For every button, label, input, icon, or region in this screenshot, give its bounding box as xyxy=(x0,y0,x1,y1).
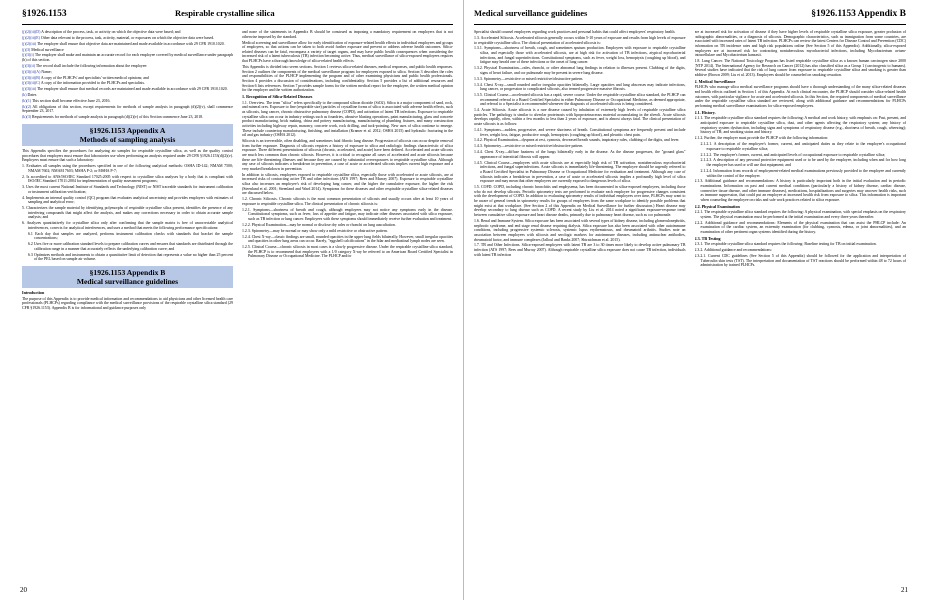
numbered-item: 1.2.2. Physical Examination—may be normal or disclose dry rales or rhonchi on lung auscultation. xyxy=(242,222,396,227)
body-paragraph: 1.8. Lung Cancer. The National Toxicology Program has listed respirable crystalline silica as a known human carcinogen since 2000 (NTP 2014). The International Agency for Research on Cancer (2012) has also classified silica as a Group 1 (carcinogenic to humans). Several studies have indicated that the risk of lung cancer from exposure to respirable crystalline silica and smoking is greater than additive (Brown 2009; Liu et al. 2013). Employees should be counseled on smoking cessation. xyxy=(694,59,906,78)
paragraph-reference: (k) xyxy=(22,93,27,98)
running-header xyxy=(474,8,906,25)
numbered-item: 2.2.2. Additional guidance and recommendations: Elements of the physical examination that can assist the PHLCP include: An examination of the cardiac system, an extremity examination (for clubbing, cyanosis, edema, or joint abnormalities), and an examination of other pertinent organ systems identified during the history. xyxy=(694,220,906,235)
appendix-a-title: §1926.1153 Appendix A xyxy=(89,125,166,135)
column-3 xyxy=(474,30,686,590)
paragraph-reference: (k)(1) xyxy=(22,98,32,103)
numbered-subitem: 2.1.2.2. The employee's former, current, and anticipated levels of occupational exposure to respirable crystalline silica; xyxy=(700,152,886,157)
paragraph-reference: (j)(3)(ii)(A) xyxy=(22,69,41,74)
body-paragraph: In addition to silicosis, employees exposed to respirable crystalline silica, especially those with accelerated or acute silicosis, are at increased risks of contracting active TB and other infections (ATS 1997; Rees and Murray 2007). Exposure to respirable crystalline silica also increases an employee's risk of developing lung cancer, and the higher the cumulative exposure, the higher the risk (Steenland et al. 2001; Steenland and Ward 2014). Symptoms for these diseases and other respirable crystalline silica-related diseases are discussed below. xyxy=(242,172,453,196)
numbered-item: 4. Implements an internal quality control (QC) program that evaluates analytical uncertainty and provides employers with estimates of sampling and analytical error; xyxy=(22,195,233,205)
guidelines-title-header: Medical surveillance guidelines xyxy=(474,8,588,18)
regulation-paragraph: (j)(2)(ii)(E) Other data relevant to the process, task, activity, material, or exposures on which the objective data were based. xyxy=(22,35,215,40)
paragraph-reference: (j)(3)(ii)(B) xyxy=(22,75,41,80)
introduction-text: The purpose of this Appendix is to provide medical information and recommendations to aid physicians and other licensed health care professionals (PLHCPs) regarding compliance with the medical surveillance provisions of the respirable crystalline silica standard (29 CFR §1926.1153). Appendix B is for informational and guidance purposes only xyxy=(22,296,233,311)
numbered-item: 2.1.3. Additional guidance and recommendations: A history is particularly important both in the initial evaluation and in periodic examinations. Information on past and current medical conditions (particularly a history of kidney disease, cardiac disease, connective tissue disease, and other immune diseases), medications, hospitalizations and surgeries may uncover health risks, such as immune suppression, that could put an employee at increased health risk from exposure to silica. This information is important when counseling the employee on risks and safe work practices related to silica exposure. xyxy=(694,179,906,202)
paragraph-reference: (j)(3)(ii) xyxy=(22,63,35,68)
paragraph-reference: (j)(3)(iii) xyxy=(22,87,37,92)
paragraph-reference: (j)(2)(iii) xyxy=(22,41,37,46)
body-paragraph: are at increased risk for activation of disease if they have higher levels of respirable crystalline silica exposure, greater profusion of radiographic abnormalities, or a diagnosis of silicosis. Demographic characteristics, such as immigration from some countries, are associated with increased rates of latent TB infection. PLHCPs can review the latest Centers for Disease Control and Prevention (CDC) information on TB incidence rates and high risk populations online (See Section 5 of this Appendix). Additionally, silica-exposed employees are at increased risk for contracting nontuberculous mycobacterial infections, including Mycobacterium avium-intracellulare and Mycobacterium kansasii. xyxy=(694,30,906,58)
numbered-item: 1.3.3. Spirometry—restrictive or mixed restrictive/obstructive pattern. xyxy=(474,76,584,81)
body-paragraph: This Appendix is divided into seven sections. Section 1 reviews silica-related diseases, medical responses, and public health responses. Section 2 outlines the components of the medical surveillance program for employees exposed to silica. Section 3 describes the roles and responsibilities of the PLHCP implementing the program and of other examining physicians and public health professionals. Section 4 provides a discussion of considerations, including confidentiality. Section 5 provides a list of additional resources and Section 6 lists references. Section 7 provides sample forms for the written medical report for the employee, the written medical opinion for the employer and the written authorization. xyxy=(242,64,453,93)
numbered-item: 1.3.4. Chest X-ray—small rounded and/or irregular opacities bilaterally. Large opacities and lung abscesses may indicate infections, lung cancer, or progression to complicated silicosis, also termed progressive massive fibrosis. xyxy=(474,82,686,92)
section-2-1-heading: 2.1. History. xyxy=(694,109,716,115)
numbered-item: 1.3.5. Clinical Course—accelerated silicosis has a rapid, severe course. Under the respirable crystalline silica standard, the PLHCP can recommend referral to a Board Certified Specialist in either Pulmonary Disease or Occupational Medicine, as deemed appropriate, and referral to a Specialist is recommended whenever the diagnosis of accelerated silicosis is being considered. xyxy=(474,93,686,107)
body-paragraph: and none of the statements in Appendix B should be construed as imposing a mandatory requirement on employers that is not otherwise imposed by the standard. xyxy=(242,30,453,39)
paragraph-reference: (j)(3) xyxy=(22,47,31,52)
regulation-paragraph: (k)(2) All obligations of this section, except requirements for methods of sample analysis in paragraph (d)(2)(v), shall commence September 23, 2017. xyxy=(22,104,233,114)
regulation-paragraph: (j)(3)(ii)(A) Name; xyxy=(22,69,52,74)
numbered-subitem: 2.1.2.1. A description of the employee's former, current, and anticipated duties as they relate to the employee's occupational exposure to respirable crystalline silica; xyxy=(700,142,906,151)
numbered-subitem: 2.1.2.3. A description of any personal protective equipment used or to be used by the employee, including when and for how long the employee has used or will use that equipment; and xyxy=(700,158,906,167)
section-1-5-para: 1.5. COPD. COPD, including chronic bronchitis and emphysema, has been documented in silica-exposed employees, including those who do not develop silicosis. Periodic spirometry tests are performed to evaluate each employee for progressive changes consistent with the development of COPD. In addition to evaluating spirometry results of individual employees over time, PLHCPs may want to be aware of general trends in spirometry results for groups of employees from the same workplace to identify possible problems that might exist at that workplace. (See Section 2 of this Appendix on Medical Surveillance for further discussion.) Heart disease may develop secondary to lung disease such as COPD. A recent study by Liu et al. 2014 noted a significant exposure-response trend between cumulative silica exposure and heart disease deaths, primarily due to pulmonary heart disease, such as cor pulmonale. xyxy=(474,185,686,218)
regulation-paragraph: (k) Dates xyxy=(22,93,37,98)
regulation-paragraph: (j)(3)(i) The employer shall make and maintain an accurate record for each employee covered by medical surveillance under paragraph (h) of this section. xyxy=(22,53,233,63)
introduction-heading: Introduction xyxy=(22,290,45,296)
numbered-item: 2.3.1. The respirable crystalline silica standard requires the following: Baseline testing for TB on initial examination. xyxy=(694,242,877,247)
regulation-paragraph: (k)(1) This section shall become effective June 23, 2016. xyxy=(22,98,111,103)
running-header xyxy=(22,8,453,25)
paragraph-reference: (j)(2)(ii)(D) xyxy=(22,30,41,34)
numbered-item: 1.4.3. Spirometry—restrictive or mixed restrictive/obstructive pattern. xyxy=(474,144,584,149)
section-1-4-para: 1.4. Acute Silicosis. Acute silicosis is a rare disease caused by inhalation of extremely high levels of respirable crystalline silica particles. The pathology is similar to alveolar proteinosis with lipoproteinaceous material accumulating in the alveoli. Acute silicosis develops rapidly, often, within a few months to less than 2 years of exposure, and is almost always fatal. The clinical presentation of acute silicosis is as follows: xyxy=(474,108,686,127)
section-number-header: §1926.1153 xyxy=(22,9,67,19)
appendix-a-banner xyxy=(22,124,233,146)
numbered-subitem: 6.3 Optimizes methods and instruments to obtain a quantitative limit of detection that represents a value no higher than 25 percent of the PEL based on sample air volume. xyxy=(28,252,233,262)
numbered-item: 6. Analyzes quantitatively for crystalline silica only after confirming that the sample matrix is free of uncorrectable analytical interferences, corrects for analytical interferences, and uses a method that meets the following performance specifications: xyxy=(22,221,233,230)
body-paragraph: Specialist should counsel employees regarding work practices and personal habits that could affect employees' respiratory health. xyxy=(474,30,676,34)
numbered-item: 1.3.2. Physical Examination—rales, rhonchi, or other abnormal lung findings in relation to illnesses present. Clubbing of the digits, signs of heart failure, and cor pulmonale may be present in severe lung disease. xyxy=(474,66,686,75)
right-page xyxy=(464,0,928,600)
numbered-item: 5. Characterizes the sample material by identifying polymorphs of respirable crystalline silica present, identifies the presence of any interfering compounds that might affect the analysis, and makes any corrections necessary in order to obtain accurate sample analysis; and xyxy=(22,206,233,220)
appendix-b-title: §1926.1153 Appendix B xyxy=(89,268,166,278)
section-1-heading: 1. Recognition of Silica-Related Diseases xyxy=(242,93,313,99)
regulation-paragraph: (j)(3)(iii) The employer shall ensure that medical records are maintained and made available in accordance with 29 CFR 1910.1020. xyxy=(22,87,228,92)
column-4 xyxy=(695,30,907,590)
appendix-b-subtitle: Medical surveillance guidelines xyxy=(76,277,179,287)
section-1-6-para: 1.6. Renal and Immune System. Silica exposure has been associated with several types of kidney disease, including glomerulonephritis, nephrotic syndrome, and end stage renal disease requiring dialysis. Silica exposure has also been associated with other autoimmune conditions, including progressive systemic sclerosis, systemic lupus erythematosus, and rheumatoid arthritis. Studies note an association between employees with silicosis and serologic markers for autoimmune diseases, including antinuclear antibodies, rheumatoid factor, and immune complexes (Jalloul and Banks 2007; Shtraichman et al. 2015). xyxy=(474,218,686,242)
numbered-item: 3. Uses the most current National Institute of Standards and Technology (NIST) or NIST traceable standards for instrument calibration or instrument calibration verification; xyxy=(22,185,233,194)
numbered-item: 1.2.4. Chest X-ray—classic findings are small, rounded opacities in the upper lung fields bilaterally. However, small irregular opacities and opacities in other lung areas can occur. Rarely, "eggshell calcifications" in the hilar and mediastinal lymph nodes are seen. xyxy=(242,234,453,244)
section-2-3-heading: 2.3. TB Testing xyxy=(694,235,721,241)
numbered-item: 2.3.2. Additional guidance and recommendations: xyxy=(694,248,772,253)
numbered-item: 2.2.1. The respirable crystalline silica standard requires the following: A physical examination, with special emphasis on the respiratory system. The physical examination must be performed at the initial examination and every three years thereafter. xyxy=(694,210,906,219)
numbered-item: 2.1.2. Further, the employer must provide the PLHCP with the following information: xyxy=(694,136,829,141)
body-paragraph: 1.1. Overview. The term "silica" refers specifically to the compound silicon dioxide (SiO2). Silica is a major component of sand, rock, and mineral ores. Exposure to fine (respirable size) particles of crystalline forms of silica is associated with adverse health effects, such as silicosis, lung cancer, chronic obstructive pulmonary disease (COPD), and activation of latent TB infections. Exposure to respirable crystalline silica can occur in industry settings such as foundries, abrasive blasting operations, paint manufacturing, glass and concrete product manufacturing, brick making, china and pottery manufacturing, manufacturing of plumbing fixtures, and many construction activities including highway repair, masonry, concrete work, rock drilling, and tuck-pointing. New uses of silica continue to emerge. These include countertop manufacturing, finishing, and installation (Kramer et al. 2012; OSHA 2015) and hydraulic fracturing in the oil and gas industry (OSHA 2012). xyxy=(242,100,453,138)
regulation-paragraph: (j)(3)(ii)(C) A copy of the information provided to the PLHCPs and specialists. xyxy=(22,81,145,86)
body-paragraph: Silicosis is an irreversible, often disabling, and sometimes fatal fibrotic lung disease. Progression of silicosis can occur despite removal from further exposure. Diagnosis of silicosis requires a history of exposure to silica and radiologic findings characteristic of silica exposure. Three different presentations of silicosis (chronic, accelerated, and acute) have been defined. Accelerated and acute silicosis are much less common than chronic silicosis. However, it is critical to recognize all cases of accelerated and acute silicosis because these are life-threatening illnesses and because they are caused by substantial overexposures to respirable crystalline silica. Although any case of silicosis indicates a breakdown in prevention, a case of acute or accelerated silicosis implies current high exposure and a very marked breakdown in prevention. xyxy=(242,139,453,171)
body-paragraph: 1.2. Chronic Silicosis. Chronic silicosis is the most common presentation of silicosis and usually occurs after at least 10 years of exposure to respirable crystalline silica. The clinical presentation of chronic silicosis is: xyxy=(242,197,453,206)
body-paragraph: Medical screening and surveillance allow for early identification of exposure-related health effects in individual employees and groups of employees, so that actions can be taken to both avoid further exposure and prevent or address adverse health outcomes. Silica-related diseases can be fatal, encompass a variety of target organs, and may have public health consequences when considering the increased risk of a latent tuberculosis (TB) infection becoming active. Thus, medical surveillance of silica-exposed employees requires that PLHCPs have a thorough knowledge of silica-related health effects. xyxy=(242,40,453,64)
paragraph-reference: (j)(3)(ii)(C) xyxy=(22,81,41,86)
numbered-item: 1.2.3. Spirometry—may be normal or may show only a mild restrictive or obstructive pattern. xyxy=(242,228,388,233)
regulation-paragraph: (j)(3)(ii) The record shall include the following information about the employee: xyxy=(22,63,148,68)
numbered-item: 1.4.5. Clinical Course—employees with acute silicosis are at especially high risk of TB activation, nontuberculous mycobacterial infections, and fungal superinfections. Acute silicosis is immediately life-threatening. The employee should be urgently referred to a Board Certified Specialist in Pulmonary Disease or Occupational Medicine for evaluation and treatment. Although any case of silicosis indicates a breakdown in prevention, a case of acute or accelerated silicosis implies a profoundly high level of silica exposure and may mean that other employees are currently exposed to dangerous levels of silica. xyxy=(474,160,686,184)
paragraph-reference: (j)(2)(ii)(E) xyxy=(22,35,40,40)
numbered-item: 1.4.1. Symptoms—sudden, progressive, and severe shortness of breath. Constitutional symptoms are frequently present and include fever, weight loss, fatigue, productive cough, hemoptysis (coughing up blood), and pleuritic chest pain. xyxy=(474,127,686,137)
column-2 xyxy=(242,30,453,590)
body-paragraph: 1.3. Accelerated Silicosis. Accelerated silicosis generally occurs within 5-10 years of exposure and results from high levels of exposure to respirable crystalline silica. The clinical presentation of accelerated silicosis is: xyxy=(474,35,686,45)
page-number: 21 xyxy=(901,586,908,594)
numbered-subitem: 2.1.2.4. Information from records of employment-related medical examinations previously provided to the employee and currently within the control of the employer. xyxy=(700,168,906,178)
numbered-item: 2. Is accredited to ANS/ISO/IEC Standard 17025:2005 with respect to crystalline silica analyses by a body that is compliant with ISO/IEC Standard 17011:2004 for implementation of quality assessment programs; xyxy=(22,174,233,184)
numbered-subitem: 6.1 Each day that samples are analyzed, performs instrument calibration checks with standards that bracket the sample concentrations; xyxy=(28,231,233,241)
chapter-title-header: Respirable crystalline silica xyxy=(174,8,275,18)
section-2-2-heading: 2.2. Physical Examination xyxy=(694,203,740,209)
appendix-a-intro: This Appendix specifies the procedures for analyzing air samples for respirable crystalline silica, as well as the quality control procedures that employers must ensure that laboratories use when performing an analysis required under 29 CFR §1926.1153(d)(2)(v). Employers must ensure that such a laboratory: xyxy=(22,148,233,163)
numbered-item: 1.2.5. Clinical Course—chronic silicosis in most cases is a slowly progressive disease. Under the respirable crystalline silica standard, the PLHCP is to recommend that employees with a 1/0 category X-ray be referred to an American Board Certified Specialist in Pulmonary Disease or Occupational Medicine. The PLHCP and/or xyxy=(242,245,453,259)
section-1-7-para: 1.7. TB and Other Infections. Silica-exposed employees with latent TB are 3 to 30 times more likely to develop active pulmonary TB infection (ATS 1997; Rees and Murray 2007). Although respirable crystalline silica exposure does not cause TB infection, individuals with latent TB infection xyxy=(474,243,686,257)
appendix-a-subtitle: Methods of sampling analysis xyxy=(79,134,176,144)
numbered-item: 1.4.4. Chest X-ray—diffuse haziness of the lungs bilaterally early in the disease. As the disease progresses, the "ground glass" appearance of interstitial fibrosis will appear. xyxy=(474,150,686,159)
section-2-heading: 2. Medical Surveillance xyxy=(694,78,736,84)
regulation-paragraph: (k)(3) Requirements for methods of sample analysis in paragraph (d)(2)(v) of this Section commence June 23, 2018. xyxy=(22,115,204,120)
paragraph-reference: (j)(3)(i) xyxy=(22,53,34,58)
appendix-b-header: §1926.1153 Appendix B xyxy=(811,9,906,19)
regulation-paragraph: (j)(3) Medical surveillance xyxy=(22,47,64,52)
paragraph-reference: (k)(2) xyxy=(22,104,32,109)
numbered-item: 1.4.2. Physical Examination—dyspnea at rest, cyanosis, decreased breath sounds, inspiratory rales, clubbing of the digits, and fever. xyxy=(474,138,680,143)
numbered-item: 2.1.1. The respirable crystalline silica standard requires the following: A medical and work history, with emphasis on: Past, present, and anticipated exposure to respirable crystalline silica, dust, and other agents affecting the respiratory system; any history of respiratory system dysfunction, including signs and symptoms of respiratory disease (e.g., shortness of breath, cough, wheezing); history of TB; and smoking status and history. xyxy=(694,116,906,135)
section-2-para: PLHCPs who manage silica medical surveillance programs should have a thorough understanding of the many silica-related diseases and health effects outlined in Section 1 of this Appendix. At each clinical encounter, the PLHCP should consider silica-related health outcomes, with particular vigilance for acute and accelerated silicosis. In this Section, the required components of medical surveillance under the respirable crystalline silica standard are reviewed, along with additional guidance and recommendations for PLHCPs performing medical surveillance examinations for silica-exposed employees. xyxy=(694,85,906,109)
regulation-paragraph: (j)(2)(iii) The employer shall ensure that objective data are maintained and made available in accordance with 29 CFR 1910.1020. xyxy=(22,41,225,46)
numbered-subitem: 6.2 Uses five or more calibration standard levels to prepare calibration curves and ensures that standards are distributed through the calibration range in a manner that accurately reflects the underlying calibration curve; and xyxy=(28,242,233,251)
numbered-item: 1. Evaluates all samples using the procedures specified in one of the following analytical methods: OSHA ID-142; NMAM 7500; NMAM 7602; NMAM 7603; MSHA P-2; or MSHA P-7; xyxy=(22,164,233,173)
regulation-paragraph: (j)(2)(ii)(D) A description of the process, task, or activity on which the objective data were based; and xyxy=(22,30,181,34)
regulation-paragraph: (j)(3)(ii)(B) A copy of the PLHCPs' and specialists' written medical opinions; and xyxy=(22,75,149,80)
paragraph-reference: (k)(3) xyxy=(22,115,32,120)
appendix-b-banner xyxy=(22,266,233,288)
numbered-item: 2.3.2.1. Current CDC guidelines (See Section 5 of this Appendix) should be followed for the application and interpretation of Tuberculin skin tests (TST). The interpretation and documentation of TST reactions should be performed within 48 to 72 hours of administration by trained PLHCPs. xyxy=(694,254,906,268)
numbered-item: 1.3.1. Symptoms—shortness of breath, cough, and sometimes sputum production. Employees with exposure to respirable crystalline silica, and especially those with accelerated silicosis, are at high risk for activation of TB infections, atypical mycobacterial infections, and fungal superinfections. Constitutional symptoms, such as fever, weight loss, hemoptysis (coughing up blood), and fatigue may herald one of these infections or the onset of lung cancer. xyxy=(474,46,686,65)
page-number: 20 xyxy=(20,586,27,594)
column-1 xyxy=(22,30,233,590)
numbered-item: 1.2.1. Symptoms—shortness of breath and cough, although employees may not notice any symptoms early in the disease. Constitutional symptoms, such as fever, loss of appetite and fatigue, may indicate other diseases associated with silica exposure, such as TB infection or lung cancer. Employees with these symptoms should immediately receive further evaluation and treatment. xyxy=(242,207,453,222)
